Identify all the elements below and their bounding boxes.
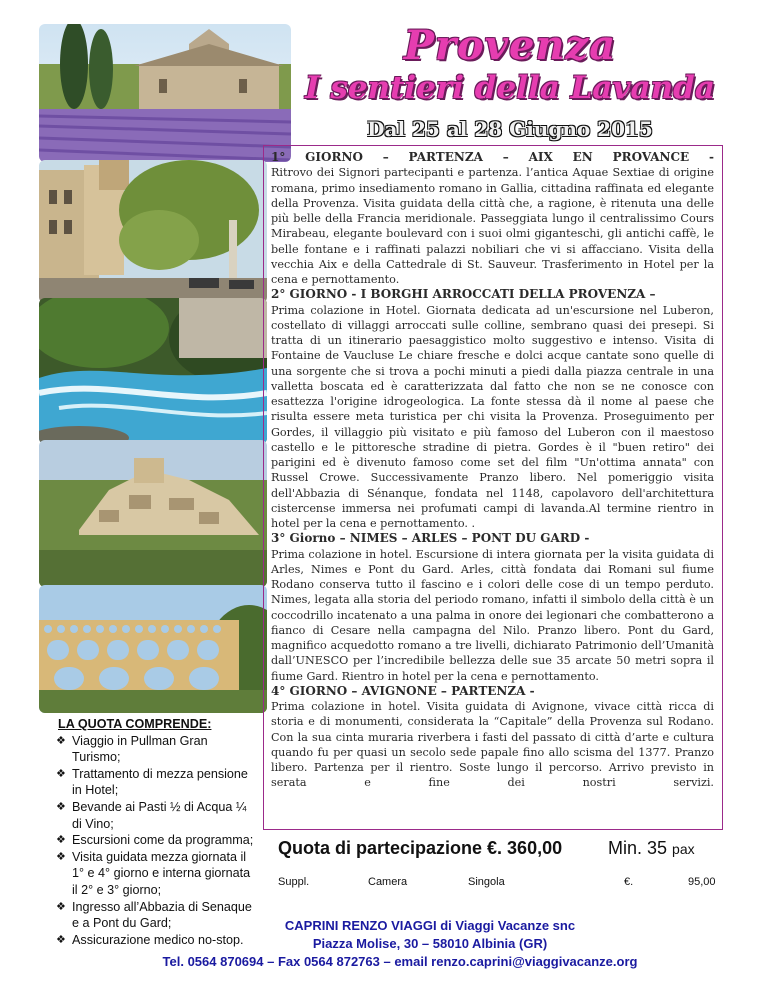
diamond-bullet-icon: ❖ xyxy=(56,933,66,946)
agency-footer xyxy=(120,917,680,971)
day3-heading: 3° Giorno – NIMES – ARLES – PONT DU GARD - xyxy=(271,531,590,546)
day4-text: Prima colazione in hotel. Visita guidata di Avignone, vivace città ricca di storia e di monumenti, considerata la “Capitale” della Provenza sul Rodano. Con la sua cinta muraria riverbera i fasti del passato di città d’arte e cultura quando fu per quasi un secolo sede papale fino allo scisma del 1377. Pranzo libero. Partenza per il rientro. Soste lungo il percorso. Arrivo previsto in serata e fine dei nostri servizi. xyxy=(271,700,714,790)
diamond-bullet-icon: ❖ xyxy=(56,834,66,847)
day4-heading: 4° GIORNO – AVIGNONE – PARTENZA - xyxy=(271,683,535,698)
singola-label: Singola xyxy=(468,876,505,888)
list-item: ❖ Bevande ai Pasti ½ di Acqua ¼ di Vino; xyxy=(56,799,247,831)
day2-heading: 2° GIORNO - I BORGHI ARROCCATI DELLA PROVENZA – xyxy=(271,287,656,302)
pont-du-gard-photo xyxy=(39,585,267,713)
list-item: ❖ Trattamento di mezza pensione in Hotel; xyxy=(56,766,248,798)
supplement-amount: 95,00 xyxy=(688,876,716,888)
diamond-bullet-icon: ❖ xyxy=(56,800,66,813)
supplement-row xyxy=(278,876,718,894)
min-label: Min. 35 xyxy=(608,838,668,858)
diamond-bullet-icon: ❖ xyxy=(56,850,66,863)
fontaine-vaucluse-photo xyxy=(39,298,267,444)
quota-heading: LA QUOTA COMPRENDE: xyxy=(58,717,212,731)
page-subtitle: I sentieri della Lavanda xyxy=(305,70,715,106)
day2-text: Prima colazione in Hotel. Giornata dedicata ad un'escursione nel Luberon, costellato di villaggi arroccati sulle colline, sembrano quasi dei presepi. Si tratta di un itinerario paesaggistico molto suggestivo e intenso. Visita di Fontaine de Vaucluse Le chiare fresche e dolci acque cantate sono quelle di una sorgente che si trova a pochi minuti a piedi dalla piazza centrale in una valletta boscata ed è caratterizzata dal fatto che non se ne conosce con esattezza l'origine idrogeologica. La fonte stessa dà il nome al paese che risulta essere meta turistica per chi visita la Provenza. Proseguimento per Gordes, il villaggio più visitato e più famoso del Luberon con il maestoso castello e le pittoresche stradine di pietra. Gordes è il "buen retiro" dei parigini ed è divenuto famoso come set del film "Un'ottima annata" con Russel Crowe. Successivamente Pranzo libero. Nel pomeriggio visita dell'Abbazia di Sénanque, fondata nel 1148, capolavoro dell'architettura cistercense immersa nei profumati campi di lavanda.Al termine rientro in hotel per la cena e pernottamento. . xyxy=(271,303,714,530)
price-row xyxy=(278,838,718,859)
itinerary xyxy=(271,150,714,791)
camera-label: Camera xyxy=(368,876,408,888)
list-item: ❖ Ingresso all’Abbazia di Senaque e a Pont du Gard; xyxy=(56,899,252,931)
day1-heading: 1° GIORNO – PARTENZA – AIX EN PROVANCE - xyxy=(271,150,714,164)
quota-list xyxy=(58,716,258,948)
currency-label: €. xyxy=(624,876,634,888)
page-title: Provenza xyxy=(403,22,617,69)
abbey-lavender-photo xyxy=(39,24,291,162)
diamond-bullet-icon: ❖ xyxy=(56,767,66,780)
list-item: ❖ Escursioni come da programma; xyxy=(56,833,254,848)
pax-label: pax xyxy=(672,841,695,857)
day3-text: Prima colazione in hotel. Escursione di intera giornata per la visita guidata di Arles, Nimes e Pont du Gard. Arles, città fondata dai Romani sul fiume Rodano conserva tutto il fascino e i colori delle cose di un tempo perduto. Nimes, legata alla storia del periodo romano, infatti il simbolo della città è un coccodrillo incatenato a una palma in onore dei legionari che combatterono a fianco di Cesare nella campagna del Nilo. Pranzo libero. Pont du Gard, magnifico acquedotto romano a tre livelli, dichiarato Patrimonio dell’Umanità dall’UNESCO per l’incredibile bellezza delle sue 35 arcate 50 metri sopra il fiume Gard. Rientro in hotel per la cena e pernottamento. xyxy=(271,547,714,683)
minimum-participants xyxy=(608,838,695,859)
day1-text: Ritrovo dei Signori partecipanti e partenza. l’antica Aquae Sextiae di origine romana, primo insediamento romano in Gallia, cittadina raffinata ed elegante della Provenza. Visita guidata della città che, a ragione, è ritenuta una delle più belle della Francia meridionale. Passeggiata lungo il centralissimo Cours Mirabeau, elegante boulevard con i suoi olmi giganteschi, gli antichi caffè, le belle fontane e i raffinati palazzi nobiliari che vi si affacciano. Visita della vecchia Aix e della Cattedrale di St. Sauveur. Trasferimento in Hotel per la cena e pernottamento. xyxy=(271,166,714,286)
list-item: ❖ Viaggio in Pullman Gran Turismo; xyxy=(56,733,208,765)
diamond-bullet-icon: ❖ xyxy=(56,734,66,747)
diamond-bullet-icon: ❖ xyxy=(56,900,66,913)
list-item: ❖ Visita guidata mezza giornata il 1° e 4° giorno e interna giornata il 2° e 3° giorno; xyxy=(56,849,251,897)
trip-dates: Dal 25 al 28 Giugno 2015 xyxy=(367,117,653,141)
agency-name: CAPRINI RENZO VIAGGI di Viaggi Vacanze snc xyxy=(284,918,576,933)
gordes-village-photo xyxy=(39,440,267,587)
agency-address: Piazza Molise, 30 – 58010 Albinia (GR) xyxy=(312,936,548,951)
suppl-label: Suppl. xyxy=(278,876,310,888)
aix-boulevard-photo xyxy=(39,160,267,303)
price-label: Quota di partecipazione €. 360,00 xyxy=(278,838,563,858)
agency-contacts: Tel. 0564 870694 – Fax 0564 872763 – email renzo.caprini@viaggivacanze.org xyxy=(162,954,638,969)
list-item: ❖ Assicurazione medico no-stop. xyxy=(56,932,244,947)
